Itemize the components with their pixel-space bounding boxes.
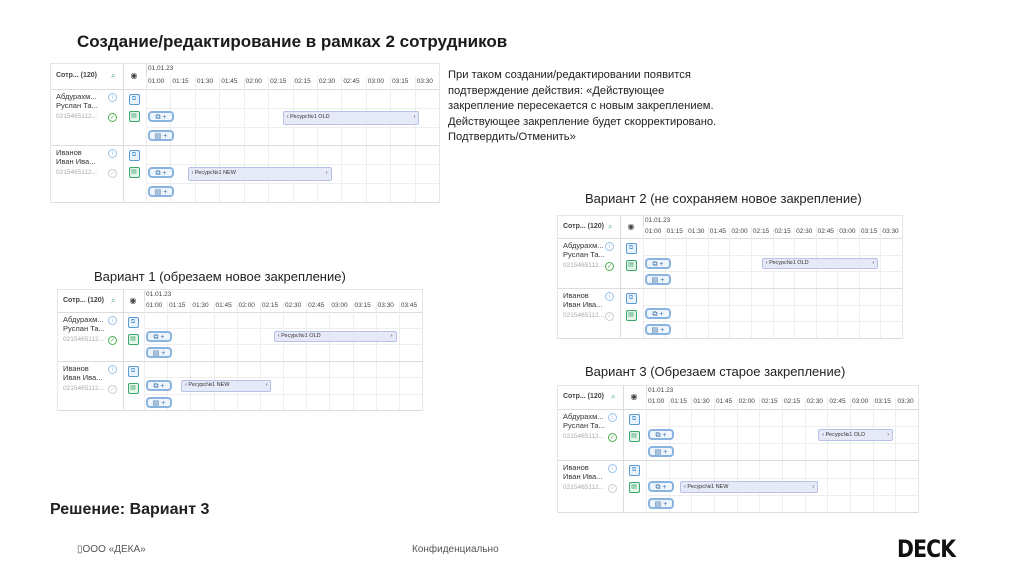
search-icon[interactable]: ⌕ [111, 71, 116, 81]
info-icon[interactable]: i [108, 365, 117, 374]
employee-name: Абдурахм... [563, 240, 604, 250]
time-label: 02:15 [774, 228, 791, 236]
time-label: 01:30 [693, 398, 710, 406]
chevron-right-icon[interactable]: › [872, 259, 875, 266]
note-line: подтверждение действия: «Действующее [448, 84, 665, 97]
caption-variant-2: Вариант 2 (не сохраняем новое закрепление) [585, 191, 862, 206]
add-vehicle-icon[interactable]: ⧉ [629, 414, 640, 425]
caption-variant-1: Вариант 1 (обрезаем новое закрепление) [94, 269, 346, 284]
info-icon[interactable]: i [608, 413, 617, 422]
add-vehicle-button[interactable]: ⧉ + [648, 429, 674, 440]
time-label: 01:00 [645, 228, 662, 236]
schedule-main [50, 63, 440, 203]
sub-row-line [146, 127, 439, 128]
time-label: 02:45 [829, 398, 846, 406]
employee-code: 0215465112... [563, 261, 605, 269]
employee-code: 0215465112... [563, 311, 605, 319]
add-document-icon[interactable]: ▤ [626, 260, 637, 271]
add-vehicle-icon[interactable]: ⧉ [626, 243, 637, 254]
check-icon[interactable]: ✓ [109, 337, 116, 344]
schedule-variant-2 [557, 215, 903, 339]
employee-code: 0215465112... [563, 484, 605, 492]
time-label: 01:15 [670, 398, 687, 406]
time-label: 03:15 [354, 301, 371, 309]
time-label: 01:00 [146, 301, 163, 309]
time-label: 03:45 [400, 301, 418, 309]
note-line: закрепление пересекается с новым закреплением. [448, 100, 714, 112]
employee-name: Руслан Та... [563, 249, 605, 259]
sub-row-line [646, 495, 918, 496]
check-icon[interactable]: ✓ [609, 486, 616, 493]
time-label: 02:15 [752, 228, 770, 236]
time-label: 03:30 [377, 301, 394, 309]
info-icon[interactable]: i [108, 316, 117, 325]
employee-code: 0215465112... [56, 169, 98, 177]
deck-logo: DECK [897, 535, 956, 563]
check-icon[interactable]: ✓ [109, 114, 116, 121]
time-label: 03:30 [897, 398, 914, 406]
add-vehicle-button[interactable]: ⧉ + [148, 111, 174, 122]
employee-name: Абдурахм... [56, 91, 97, 101]
schedule-variant-3 [557, 385, 919, 513]
add-document-icon[interactable]: ▤ [129, 167, 140, 178]
resource-bar[interactable] [283, 111, 420, 125]
time-label: 01:30 [192, 301, 209, 309]
add-document-button[interactable]: ▤ + [645, 324, 671, 335]
time-label: 01:45 [215, 301, 232, 309]
sub-row-line [643, 255, 902, 256]
time-label: 03:15 [874, 398, 891, 406]
footer-confidential: Конфиденциально [412, 544, 499, 555]
time-label: 03:30 [416, 77, 433, 85]
time-label: 01:00 [148, 77, 165, 85]
employee-code: 0215465112... [63, 384, 105, 392]
column-header-employees: Сотр... (120) [563, 222, 604, 230]
add-document-button[interactable]: ▤ + [648, 498, 674, 509]
time-label: 02:15 [270, 77, 287, 85]
resource-bar[interactable] [274, 331, 397, 342]
time-label: 01:45 [716, 398, 733, 406]
employee-name: Руслан Та... [56, 100, 98, 110]
resource-bar-label: ‹ Ресурс№1 NEW [684, 483, 729, 490]
schedule-variant-1 [57, 289, 423, 411]
time-label: 01:15 [666, 228, 683, 236]
sub-row-line [643, 305, 902, 306]
check-icon[interactable]: ✓ [609, 434, 616, 441]
time-label: 03:15 [860, 228, 878, 236]
add-vehicle-icon[interactable]: ⧉ [629, 465, 640, 476]
add-vehicle-button[interactable]: ⧉ + [146, 331, 172, 342]
employee-name: Иванов [63, 363, 89, 373]
time-label: 02:00 [731, 228, 748, 236]
resource-bar-label: ‹ Ресурс№1 OLD [822, 431, 866, 438]
employee-name: Руслан Та... [563, 420, 605, 430]
chevron-right-icon[interactable]: › [265, 382, 268, 389]
info-icon[interactable]: i [605, 292, 614, 301]
sub-row-line [146, 183, 439, 184]
sub-row-line [646, 443, 918, 444]
employee-name: Иван Ива... [563, 472, 603, 482]
date-label: 01.01.23 [148, 65, 174, 72]
time-label: 03:15 [392, 77, 409, 85]
sub-row-line [646, 426, 918, 427]
resource-bar[interactable] [818, 429, 893, 441]
column-header-employees: Сотр... (120) [563, 393, 604, 401]
resource-bar-label: ‹ Ресурс№1 NEW [185, 382, 230, 389]
check-icon[interactable]: ✓ [606, 263, 613, 270]
sub-row-line [144, 328, 422, 329]
add-vehicle-button[interactable]: ⧉ + [648, 481, 674, 492]
resource-bar[interactable] [188, 167, 332, 181]
add-vehicle-icon[interactable]: ⧉ [129, 94, 140, 105]
employee-name: Иванов [563, 463, 589, 473]
employee-name: Иван Ива... [63, 372, 103, 382]
employee-name: Руслан Та... [63, 323, 105, 333]
sub-row-line [146, 164, 439, 165]
resource-bar[interactable] [762, 258, 879, 270]
column-header-employees: Сотр... (120) [63, 296, 104, 304]
time-label: 02:15 [261, 301, 279, 309]
add-document-button[interactable]: ▤ + [148, 186, 174, 197]
sub-row-line [146, 108, 439, 109]
add-document-icon[interactable]: ▤ [128, 383, 139, 394]
search-icon[interactable]: ⌕ [608, 221, 613, 231]
resource-bar-label: ‹ Ресурс№1 OLD [765, 259, 809, 266]
add-vehicle-icon[interactable]: ⧉ [128, 366, 139, 377]
time-label: 01:45 [221, 77, 238, 85]
employee-code: 0215465112... [56, 112, 98, 120]
time-label: 02:00 [238, 301, 255, 309]
time-label: 03:00 [852, 398, 869, 406]
check-icon[interactable]: ✓ [606, 313, 613, 320]
employee-name: Абдурахм... [563, 411, 604, 421]
employee-name: Иван Ива... [56, 157, 96, 167]
time-label: 01:00 [648, 398, 665, 406]
add-vehicle-button[interactable]: ⧉ + [146, 380, 172, 391]
time-label: 02:30 [796, 228, 813, 236]
chevron-right-icon[interactable]: › [390, 333, 393, 339]
time-label: 02:45 [308, 301, 325, 309]
time-label: 02:45 [343, 77, 360, 85]
note-line: Действующее закрепление будет скорректировано. [448, 115, 717, 128]
sub-row-line [643, 321, 902, 322]
add-vehicle-button[interactable]: ⧉ + [148, 167, 174, 178]
page-title: Создание/редактирование в рамках 2 сотрудников [77, 32, 508, 51]
add-document-icon[interactable]: ▤ [629, 431, 640, 442]
search-icon[interactable]: ⌕ [111, 295, 116, 305]
time-label: 01:15 [169, 301, 186, 309]
resource-bar-label: ‹ Ресурс№1 OLD [286, 113, 330, 120]
time-label: 02:00 [245, 77, 262, 85]
sub-row-line [144, 344, 422, 345]
time-label: 03:00 [331, 301, 348, 309]
add-document-button[interactable]: ▤ + [146, 347, 172, 358]
time-label: 02:30 [285, 301, 302, 309]
solution: Решение: Вариант 3 [50, 501, 210, 518]
employee-name: Абдурахм... [63, 314, 104, 324]
time-label: 03:00 [367, 77, 385, 85]
note-line: Подтвердить/Отменить» [448, 131, 576, 143]
sub-row-line [643, 271, 902, 272]
check-icon[interactable]: ✓ [109, 386, 116, 393]
time-label: 01:15 [172, 77, 189, 85]
time-label: 02:45 [817, 228, 834, 236]
resource-bar[interactable] [680, 481, 818, 493]
caption-variant-3: Вариант 3 (Обрезаем старое закрепление) [585, 364, 846, 379]
chevron-right-icon[interactable]: › [413, 113, 416, 120]
add-vehicle-icon[interactable]: ⧉ [129, 150, 140, 161]
eye-icon[interactable]: ◉ [129, 295, 137, 305]
add-vehicle-button[interactable]: ⧉ + [645, 308, 671, 319]
time-label: 02:15 [784, 398, 801, 406]
eye-icon[interactable]: ◉ [630, 392, 638, 402]
time-label: 02:00 [738, 398, 755, 406]
note [448, 68, 716, 146]
chevron-right-icon[interactable]: › [812, 483, 815, 490]
add-document-button[interactable]: ▤ + [148, 130, 174, 141]
column-header-employees: Сотр... (120) [56, 72, 97, 80]
add-document-icon[interactable]: ▤ [129, 111, 140, 122]
resource-bar-label: ‹ Ресурс№1 OLD [277, 333, 321, 339]
date-label: 01.01.23 [645, 217, 671, 224]
info-icon[interactable]: i [605, 242, 614, 251]
time-label: 02:15 [761, 398, 778, 406]
note-line: При таком создании/редактировании появится [448, 69, 691, 81]
sub-row-line [646, 478, 918, 479]
employee-name: Иванов [563, 290, 589, 300]
check-icon[interactable]: ✓ [109, 171, 116, 178]
add-document-icon[interactable]: ▤ [626, 310, 637, 321]
add-vehicle-icon[interactable]: ⧉ [128, 317, 139, 328]
add-vehicle-button[interactable]: ⧉ + [645, 258, 671, 269]
chevron-right-icon[interactable]: › [325, 170, 328, 177]
add-document-icon[interactable]: ▤ [629, 482, 640, 493]
employee-code: 0215465112... [63, 335, 105, 343]
eye-icon[interactable]: ◉ [627, 221, 635, 231]
resource-bar[interactable] [181, 380, 271, 391]
add-document-button[interactable]: ▤ + [645, 274, 671, 285]
time-label: 03:30 [882, 228, 899, 236]
employee-name: Иванов [56, 148, 82, 158]
time-label: 02:15 [294, 77, 311, 85]
time-label: 02:30 [806, 398, 823, 406]
employee-name: Иван Ива... [563, 299, 603, 309]
chevron-right-icon[interactable]: › [887, 431, 890, 438]
resource-bar-label: ‹ Ресурс№1 NEW [191, 170, 236, 177]
info-icon[interactable]: i [608, 464, 617, 473]
search-icon[interactable]: ⌕ [611, 392, 616, 402]
add-document-button[interactable]: ▤ + [146, 397, 172, 408]
info-icon[interactable]: i [108, 149, 117, 158]
add-document-button[interactable]: ▤ + [648, 446, 674, 457]
employee-code: 0215465112... [563, 432, 605, 440]
time-label: 01:30 [196, 77, 214, 85]
add-document-icon[interactable]: ▤ [128, 334, 139, 345]
time-label: 01:45 [709, 228, 727, 236]
eye-icon[interactable]: ◉ [130, 71, 138, 81]
sub-row-line [144, 394, 422, 395]
info-icon[interactable]: i [108, 93, 117, 102]
add-vehicle-icon[interactable]: ⧉ [626, 293, 637, 304]
time-label: 02:30 [318, 77, 336, 85]
date-label: 01.01.23 [648, 387, 674, 394]
footer-company: ▯ООО «ДЕКА» [77, 544, 146, 555]
time-label: 03:00 [839, 228, 856, 236]
time-label: 01:30 [688, 228, 705, 236]
sub-row-line [144, 377, 422, 378]
date-label: 01.01.23 [146, 291, 172, 298]
